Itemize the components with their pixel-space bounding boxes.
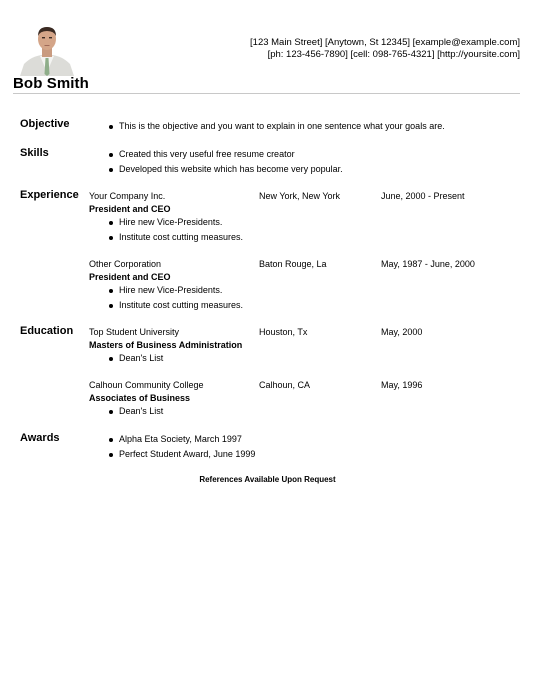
experience-entry — [89, 190, 520, 246]
entry-organization: Your Company Inc. — [89, 191, 166, 201]
section-title: Experience — [20, 189, 79, 201]
list-item: Dean's List — [119, 351, 520, 366]
contact-phone-line: [ph: 123-456-7890] [cell: 098-765-4321] [http://yoursite.com] — [267, 49, 520, 60]
entry-location: Houston, Tx — [259, 327, 308, 337]
entry-date: June, 2000 - Present — [381, 191, 465, 201]
list-item: Hire new Vice-Presidents. — [119, 283, 520, 298]
entry-organization: Top Student University — [89, 327, 180, 337]
list-item: Hire new Vice-Presidents. — [119, 215, 520, 230]
awards-list — [119, 432, 519, 463]
entry-header-row — [89, 190, 520, 202]
entry-header-row — [89, 326, 520, 338]
skills-list — [119, 147, 519, 178]
profile-photo — [16, 22, 78, 76]
entry-location: New York, New York — [259, 191, 341, 201]
entry-list — [119, 351, 520, 366]
entry-organization: Calhoun Community College — [89, 380, 204, 390]
list-item: Alpha Eta Society, March 1997 — [119, 432, 519, 447]
list-item: This is the objective and you want to explain in one sentence what your goals are. — [119, 119, 519, 134]
entry-title: Masters of Business Administration — [89, 340, 243, 350]
references-note: References Available Upon Request — [199, 475, 336, 484]
section-title: Education — [20, 325, 74, 337]
experience-entry — [89, 258, 520, 314]
entry-date: May, 1996 — [381, 380, 423, 390]
entry-header-row — [89, 379, 520, 391]
list-item: Institute cost cutting measures. — [119, 298, 520, 313]
education-section — [20, 325, 520, 425]
candidate-name: Bob Smith — [13, 75, 89, 92]
header-divider — [13, 93, 520, 94]
entry-list — [119, 283, 520, 314]
entry-title: President and CEO — [89, 204, 171, 214]
entry-date: May, 2000 — [381, 327, 423, 337]
education-entry — [89, 379, 520, 419]
entry-header-row — [89, 258, 520, 270]
contact-info — [250, 37, 520, 61]
entry-title: Associates of Business — [89, 393, 191, 403]
section-title: Awards — [20, 432, 60, 444]
contact-address-line: [123 Main Street] [Anytown, St 12345] [example@example.com] — [250, 37, 520, 48]
entry-location: Baton Rouge, La — [259, 259, 327, 269]
experience-section — [20, 189, 520, 319]
entry-list — [119, 215, 520, 246]
entry-date: May, 1987 - June, 2000 — [381, 259, 475, 269]
section-title: Skills — [20, 147, 49, 159]
list-item: Perfect Student Award, June 1999 — [119, 447, 519, 462]
entry-organization: Other Corporation — [89, 259, 162, 269]
entry-location: Calhoun, CA — [259, 380, 311, 390]
list-item: Developed this website which has become very popular. — [119, 162, 519, 177]
list-item: Created this very useful free resume creator — [119, 147, 519, 162]
list-item: Institute cost cutting measures. — [119, 230, 520, 245]
section-title: Objective — [20, 118, 70, 130]
education-entry — [89, 326, 520, 366]
entry-list — [119, 404, 520, 419]
objective-list — [119, 119, 519, 134]
entry-title: President and CEO — [89, 272, 171, 282]
list-item: Dean's List — [119, 404, 520, 419]
